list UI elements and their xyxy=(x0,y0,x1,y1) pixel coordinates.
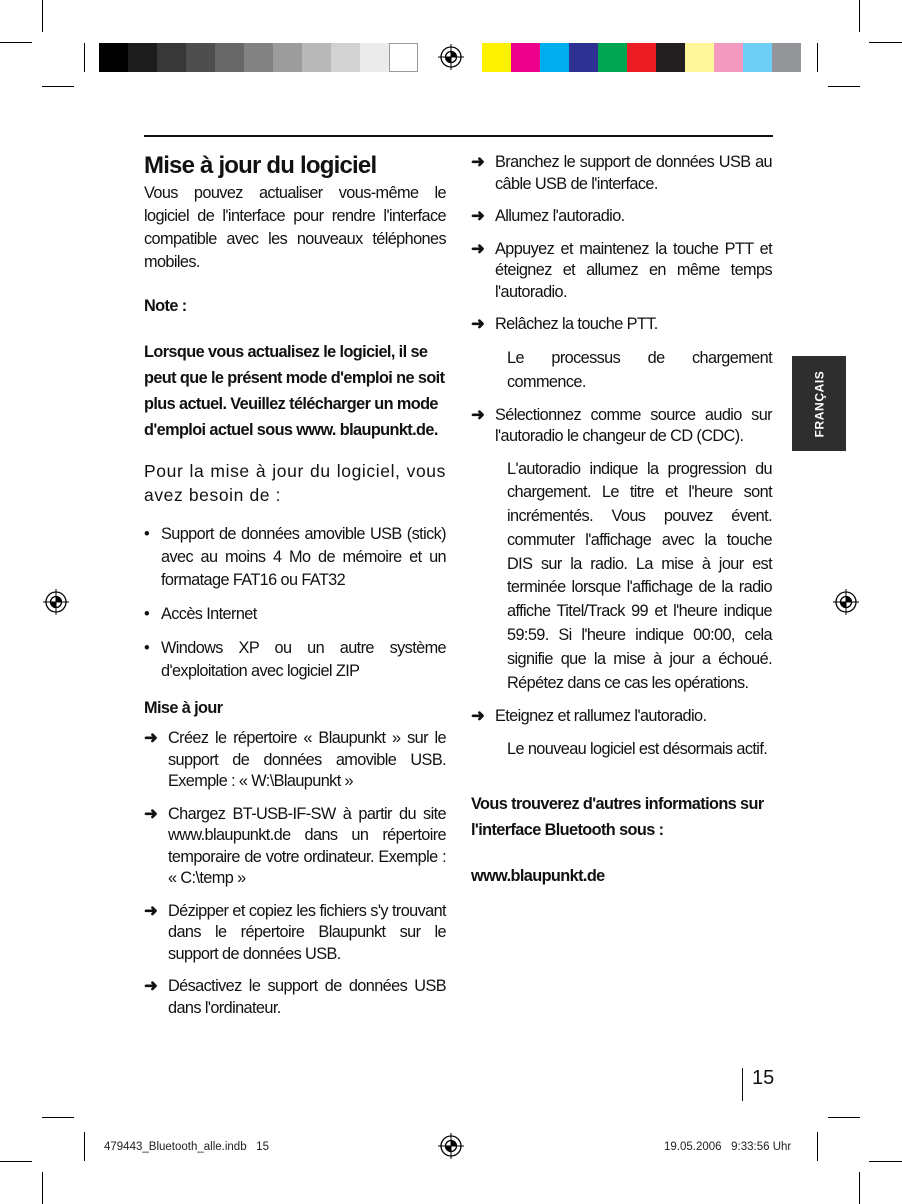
crop-mark xyxy=(84,43,85,72)
step-text: Dézipper et copiez les fichiers s'y trouvant dans le répertoire Blaupunkt sur le support de données USB. xyxy=(168,901,446,963)
step-item xyxy=(471,239,772,304)
crop-mark xyxy=(869,42,902,43)
bullet-icon: • xyxy=(144,605,150,623)
header-rule xyxy=(144,135,773,137)
gray-swatch xyxy=(99,43,128,72)
crop-mark xyxy=(859,0,860,32)
note-text: Lorsque vous actualisez le logiciel, il se peut que le présent mode d'emploi ne soit plus actuel. Veuillez télécharger un mode d'emploi actuel sous www. blaupunkt.de. xyxy=(144,343,445,439)
step-text: Sélectionnez comme source audio sur l'autoradio le changeur de CD (CDC). xyxy=(495,405,772,445)
requirements-list xyxy=(144,523,446,683)
color-swatch xyxy=(627,43,656,72)
registration-mark-icon xyxy=(438,1133,464,1159)
color-swatch xyxy=(743,43,772,72)
step-item xyxy=(144,901,446,966)
arrow-icon: ➜ xyxy=(471,405,485,424)
page-number-rule xyxy=(742,1068,743,1101)
slug-date: 19.05.2006 9:33:56 Uhr xyxy=(664,1141,792,1153)
gray-swatch xyxy=(360,43,389,72)
crop-mark xyxy=(84,1132,85,1161)
crop-mark xyxy=(817,1132,818,1161)
more-info-text: Vous trouverez d'autres informations sur l'interface Bluetooth sous : xyxy=(471,794,764,839)
intro-paragraph: Vous pouvez actualiser vous-même le logiciel de l'interface pour rendre l'interface compatible avec les nouveaux téléphones mobiles. xyxy=(144,184,446,271)
step-item xyxy=(471,152,772,195)
result-text: L'autoradio indique la progression du chargement. Le titre et l'heure sont incrémentés. Vous pouvez évent. commuter l'affichage avec la touche DIS sur la radio. La mise à jour est terminée lorsque l'affichage de la radio affiche Titel/Track 99 et l'heure indique 59:59. Si l'heure indique 00:00, cela signifie que la mise à jour a échoué. Répétez dans ce cas les opérations. xyxy=(507,459,772,692)
arrow-icon: ➜ xyxy=(144,804,158,823)
registration-mark-icon xyxy=(833,589,859,615)
note-label: Note : xyxy=(144,297,187,315)
step-item xyxy=(471,314,772,336)
gray-swatch xyxy=(389,43,418,72)
step-text: Eteignez et rallumez l'autoradio. xyxy=(495,707,707,726)
requirements-intro: Pour la mise à jour du logiciel, vous avez besoin de : xyxy=(144,461,446,505)
crop-mark xyxy=(0,1161,32,1162)
gray-swatch xyxy=(331,43,360,72)
crop-mark xyxy=(828,1117,860,1118)
page-number: 15 xyxy=(752,1067,775,1089)
result-text: Le processus de chargement commence. xyxy=(507,348,772,391)
crop-mark xyxy=(42,1172,43,1204)
color-swatch xyxy=(540,43,569,72)
color-swatch xyxy=(714,43,743,72)
arrow-icon: ➜ xyxy=(471,707,485,726)
right-column xyxy=(471,152,772,887)
list-item xyxy=(144,603,446,626)
page-title: Mise à jour du logiciel xyxy=(144,152,377,179)
list-item xyxy=(144,523,446,592)
step-item xyxy=(471,706,772,728)
color-swatch xyxy=(569,43,598,72)
crop-mark xyxy=(42,0,43,32)
list-item xyxy=(144,637,446,683)
crop-mark xyxy=(42,1117,74,1118)
crop-mark xyxy=(42,86,74,87)
step-item xyxy=(144,728,446,793)
color-swatch xyxy=(685,43,714,72)
color-swatch xyxy=(656,43,685,72)
crop-mark xyxy=(817,43,818,72)
gray-swatch xyxy=(215,43,244,72)
arrow-icon: ➜ xyxy=(471,153,485,171)
gray-swatch xyxy=(244,43,273,72)
bullet-icon: • xyxy=(144,525,150,543)
step-text: Allumez l'autoradio. xyxy=(495,207,625,225)
step-text: Désactivez le support de données USB dans l'ordinateur. xyxy=(168,977,446,1017)
crop-mark xyxy=(828,86,860,87)
crop-mark xyxy=(869,1161,902,1162)
update-steps xyxy=(144,728,446,1019)
crop-mark xyxy=(859,1172,860,1204)
step-text: Appuyez et maintenez la touche PTT et éteignez et allumez en même temps l'autoradio. xyxy=(495,239,772,301)
step-text: Branchez le support de données USB au câble USB de l'interface. xyxy=(495,153,772,193)
result-text: Le nouveau logiciel est désormais actif. xyxy=(507,739,768,758)
bullet-icon: • xyxy=(144,639,150,657)
list-item-text: Support de données amovible USB (stick) avec au moins 4 Mo de mémoire et un formatage FAT16 ou FAT32 xyxy=(161,525,446,589)
list-item-text: Windows XP ou un autre système d'exploitation avec logiciel ZIP xyxy=(161,639,446,680)
step-text: Chargez BT-USB-IF-SW à partir du site www.blaupunkt.de dans un répertoire temporaire de votre ordinateur. Exemple : « C:\temp » xyxy=(168,804,446,887)
crop-mark xyxy=(0,42,32,43)
registration-mark-icon xyxy=(438,44,464,70)
gray-swatch xyxy=(302,43,331,72)
website-link[interactable]: www.blaupunkt.de xyxy=(471,866,605,885)
arrow-icon: ➜ xyxy=(144,901,158,920)
step-item xyxy=(144,804,446,890)
step-text: Relâchez la touche PTT. xyxy=(495,315,658,333)
gray-swatch xyxy=(128,43,157,72)
gray-swatch xyxy=(273,43,302,72)
arrow-icon: ➜ xyxy=(144,729,158,747)
list-item-text: Accès Internet xyxy=(161,605,257,623)
language-tab-label: FRANÇAIS xyxy=(812,370,826,437)
gray-swatch xyxy=(157,43,186,72)
gray-swatch xyxy=(186,43,215,72)
registration-mark-icon xyxy=(43,589,69,615)
update-heading: Mise à jour xyxy=(144,699,223,717)
arrow-icon: ➜ xyxy=(471,239,485,258)
arrow-icon: ➜ xyxy=(471,207,485,225)
step-item xyxy=(144,976,446,1019)
slug-file: 479443_Bluetooth_alle.indb 15 xyxy=(104,1141,269,1153)
step-text: Créez le répertoire « Blaupunkt » sur le support de données amovible USB. Exemple : « W:\Blaupunkt » xyxy=(168,729,446,790)
arrow-icon: ➜ xyxy=(471,315,485,333)
step-item xyxy=(471,206,772,228)
left-column xyxy=(144,150,446,1019)
color-swatch xyxy=(772,43,801,72)
color-swatch xyxy=(511,43,540,72)
arrow-icon: ➜ xyxy=(144,977,158,995)
color-swatch xyxy=(598,43,627,72)
color-swatch xyxy=(482,43,511,72)
step-item xyxy=(471,405,772,448)
